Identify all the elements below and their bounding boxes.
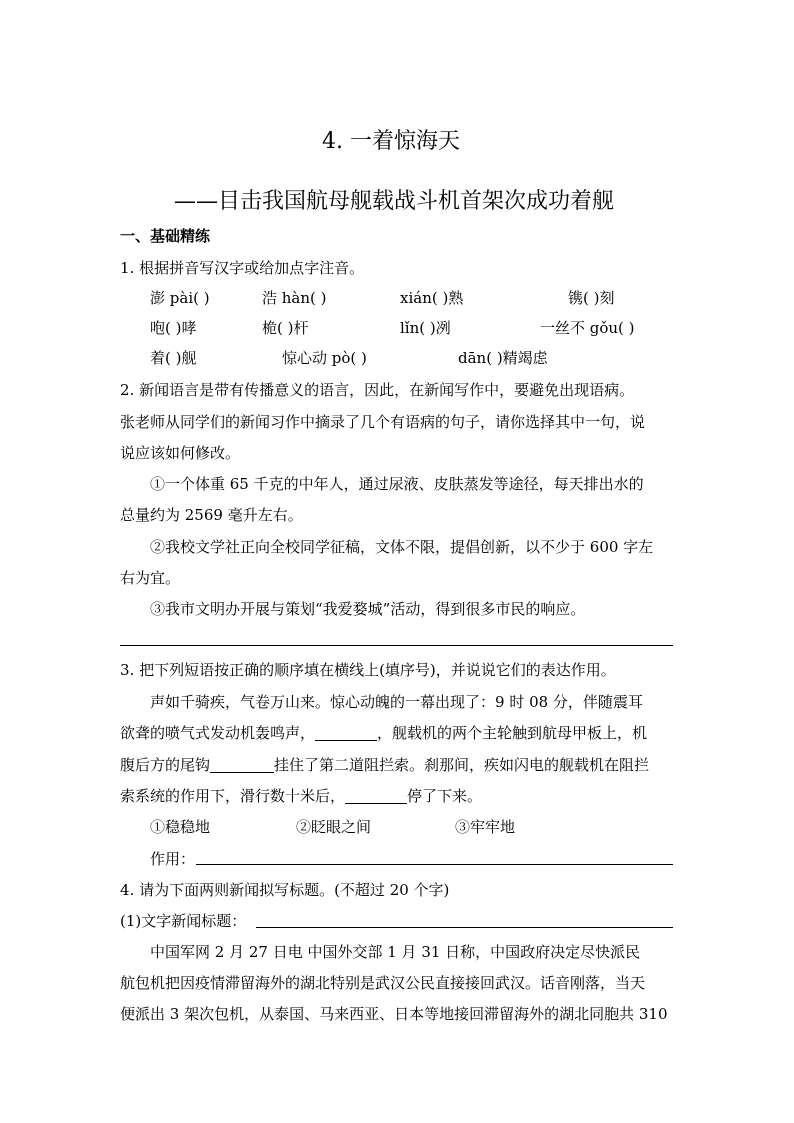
q3-passage-text: ，舰载机的两个主轮触到航母甲板上，机	[377, 724, 648, 742]
q3-prompt: 3. 把下列短语按正确的顺序填在横线上(填序号)，并说说它们的表达作用。	[120, 661, 616, 679]
q1-item: dān( )精竭虑	[458, 349, 548, 367]
q1-item: 浩 hàn( )	[262, 289, 327, 307]
q3-blank-3[interactable]	[345, 787, 407, 804]
q1-item: 咆( )哮	[150, 319, 197, 337]
q2-sentence-2: ②我校文学社正向全校同学征稿，文体不限，提倡创新，以不少于 600 字左	[150, 538, 654, 556]
q1-item: 一丝不 gǒu( )	[540, 319, 635, 337]
q4-title-line[interactable]	[256, 927, 673, 928]
q3-passage-text: 挂住了第二道阻拦索。刹那间，疾如闪电的舰载机在阻拦	[274, 756, 650, 774]
lesson-subtitle: ——目击我国航母舰载战斗机首架次成功着舰	[174, 189, 615, 214]
q1-item: 镌( )刻	[568, 289, 615, 307]
section-heading: 一、基础精练	[120, 227, 211, 245]
q1-prompt: 1. 根据拼音写汉字或给加点字注音。	[120, 259, 365, 277]
q2-sentence-3: ③我市文明办开展与策划“我爱婺城”活动，得到很多市民的响应。	[150, 600, 586, 618]
q3-passage	[120, 755, 649, 775]
q3-blank-1[interactable]	[315, 724, 377, 741]
q1-item: 桅( )杆	[262, 319, 309, 337]
q4-prompt: 4. 请为下面两则新闻拟写标题。(不超过 20 个字)	[120, 881, 450, 899]
q3-passage: 声如千骑疾，气卷万山来。惊心动魄的一幕出现了：9 时 08 分，伴随震耳	[150, 693, 643, 711]
lesson-title: 4. 一着惊海天	[322, 129, 460, 154]
q1-item: lǐn( )冽	[400, 319, 451, 337]
q2-sentence-2: 右为宜。	[120, 569, 181, 587]
q3-passage-text: 欲聋的喷气式发动机轰鸣声，	[120, 724, 316, 742]
q3-passage-text: 索系统的作用下，滑行数十米后，	[120, 787, 346, 805]
q4-news-text: 便派出 3 架次包机，从泰国、马来西亚、日本等地接回滞留海外的湖北同胞共 310	[120, 1005, 668, 1023]
q2-text: 说应该如何修改。	[120, 444, 241, 462]
q1-item: 着( )舰	[150, 349, 197, 367]
q4-news-text: 中国军网 2 月 27 日电 中国外交部 1 月 31 日称，中国政府决定尽快派民	[150, 943, 641, 961]
q3-option: ②眨眼之间	[296, 818, 372, 836]
q3-effect-label: 作用：	[150, 850, 196, 868]
q3-passage-text: 停了下来。	[407, 787, 483, 805]
q3-passage	[120, 786, 482, 806]
q3-passage-text: 腹后方的尾钩	[120, 756, 211, 774]
q1-item: 澎 pài( )	[150, 289, 210, 307]
q4-news-text: 航包机把因疫情滞留海外的湖北特别是武汉公民直接接回武汉。话音刚落，当天	[120, 974, 646, 992]
q1-item: xián( )熟	[400, 289, 464, 307]
q2-sentence-1: ①一个体重 65 千克的中年人，通过尿液、皮肤蒸发等途径，每天排出水的	[150, 475, 644, 493]
q3-effect-line[interactable]	[196, 864, 673, 865]
q4-sub-label: (1)文字新闻标题：	[120, 912, 247, 930]
q2-sentence-1: 总量约为 2569 毫升左右。	[120, 506, 303, 524]
q3-option: ①稳稳地	[150, 818, 211, 836]
q2-answer-line[interactable]	[120, 645, 673, 646]
q1-item: 惊心动 pò( )	[282, 349, 367, 367]
q3-passage	[120, 723, 647, 743]
q2-text: 2. 新闻语言是带有传播意义的语言，因此，在新闻写作中，要避免出现语病。	[120, 381, 635, 399]
q3-blank-2[interactable]	[210, 756, 274, 773]
q3-option: ③牢牢地	[455, 818, 516, 836]
q2-text: 张老师从同学们的新闻习作中摘录了几个有语病的句子，请你选择其中一句，说	[120, 413, 646, 431]
